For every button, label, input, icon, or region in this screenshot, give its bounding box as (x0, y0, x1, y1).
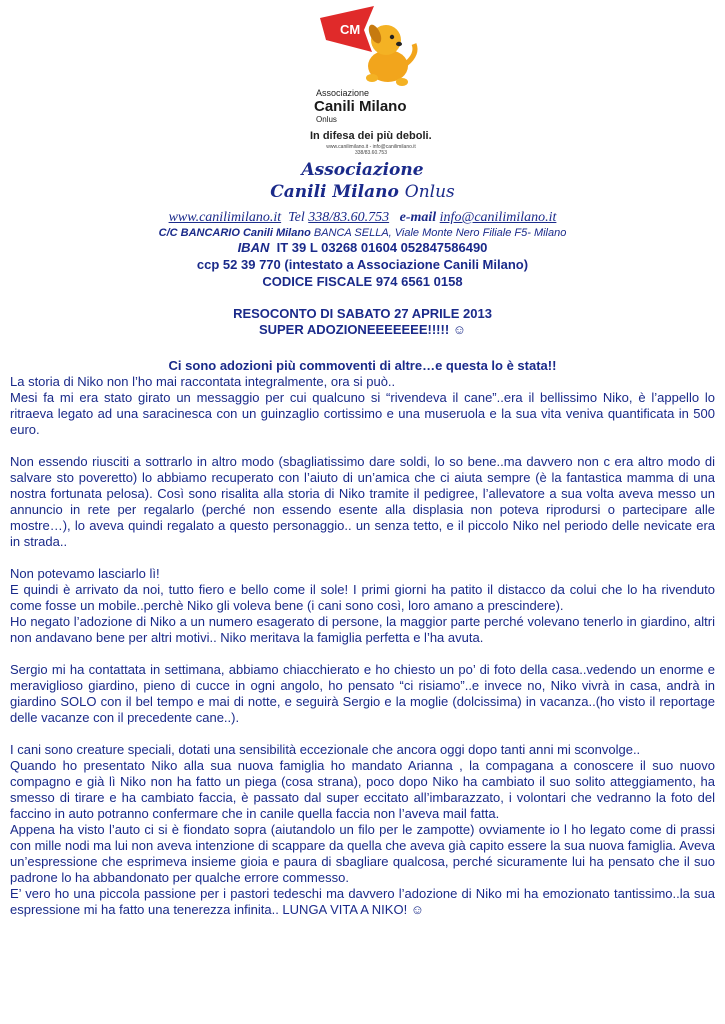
paragraph: Quando ho presentato Niko alla sua nuova famiglia ho mandato Arianna , la compagana a conoscere il suo nuovo compagno e già lì Niko non ha fatto un piega (cosa strana), poco dopo Niko ha cambiato il suo solito atteggiamento, ha smesso di tirare e ha cambiato faccia, è passato dal super eccitato all’imbarazzato, i volontari che vedranno la foto del faccino in auto potranno confermare che in canile quella faccia non l’aveva mail fatta. (10, 758, 715, 821)
website-link[interactable]: www.canilimilano.it (168, 210, 282, 225)
header-title-line2 (0, 182, 725, 202)
logo-name-text: Canili Milano (314, 98, 407, 115)
bank-line (0, 227, 725, 239)
dog-nose-shape (396, 42, 402, 46)
logo-small-line: www.canilimilano.it - info@canilimilano.it (326, 144, 416, 150)
paragraph: Appena ha visto l’auto ci si è fiondato sopra (aiutandolo un filo per le zampotte) ovviamente io l ho legato come di prassi con mille nodi ma lui non aveva intenzione di scappare da quella che aveva già capito essere la sua nuova famiglia. Aveva un’espressione che esprimeva insieme gioia e paura di sbagliare qualcosa, perché sicuramente lui ha pensato che il suo padrone lo ha abbandonato per qualche errore commesso. (10, 822, 715, 885)
email-label: e-mail (399, 210, 437, 225)
paragraph: Non essendo riusciti a sottrarlo in altro modo (sbagliatissimo dare soldi, lo so bene..ma davvero non c era altro modo di salvare sto poveretto) lo abbiamo recuperato con l’aiuto di un’amica che ci aiuta sempre (è la fantastica mamma di una nostra fortunata pelosa). Così sono risalita alla storia di Niko tramite il pedigree, l’allevatore a sua volta aveva messo un annuncio in rete per regalarlo (perché non essendo esente alla displasia non poteva riprodursi o partecipare alle mostre…), lo aveva quindi regalato a questo personaggio.. un senza tetto, e il piccolo Niko nel periodo delle nevicate era in strada.. (10, 454, 715, 549)
paragraph: Sergio mi ha contattata in settimana, abbiamo chiacchierato e ho chiesto un po’ di foto della casa..vedendo un enorme e meraviglioso giardino, pieno di cucce in ogni angolo, ho pensato “ci risiamo”..e invece no, Niko vivrà in casa, andrà in giardino SOLO con il bel tempo e mai di notte, e seguirà Sergio e la moglie (dolcissima) in vacanza..(ho visto il reportage delle vacanze con il precedente cane..). (10, 662, 715, 725)
report-intro: Ci sono adozioni più commoventi di altre…e questa lo è stata!! (168, 358, 557, 373)
contact-line (0, 210, 725, 226)
report-body (10, 374, 715, 918)
paragraph: Non potevamo lasciarlo lì! (10, 566, 160, 581)
paragraph: E quindi è arrivato da noi, tutto fiero e bello come il sole! I primi giorni ha patito il distacco da colui che lo ha rivenduto come fosse un mobile..perchè Niko gli voleva bene (i cani sono così, loro amano a prescindere). (10, 582, 715, 613)
iban-label: IBAN (237, 240, 270, 255)
ccp-line: ccp 52 39 770 (intestato a Associazione Canili Milano) (196, 257, 529, 272)
email-link[interactable]: info@canilimilano.it (439, 210, 557, 225)
logo-tagline: In difesa dei più deboli. (310, 130, 432, 142)
bank-detail: BANCA SELLA, Viale Monte Nero Filiale F5- Milano (313, 227, 567, 239)
dog-eye-shape (390, 35, 394, 39)
association-logo (302, 4, 432, 160)
iban-value: IT 39 L 03268 01604 052847586490 (276, 240, 488, 255)
report-title: RESOCONTO DI SABATO 27 APRILE 2013 (233, 306, 492, 321)
header-title-line1: Associazione (301, 160, 424, 180)
bank-label: C/C BANCARIO Canili Milano (158, 227, 311, 239)
dog-paw-shape-2 (396, 78, 408, 86)
report-subtitle: SUPER ADOZIONEEEEEEE!!!!! ☺ (258, 322, 467, 337)
paragraph: I cani sono creature speciali, dotati una sensibilità eccezionale che ancora oggi dopo tanti anni mi sconvolge.. (10, 742, 641, 757)
paragraph: E’ vero ho una piccola passione per i pastori tedeschi ma davvero l’adozione di Niko mi ha emozionato tantissimo..la sua espressione mi ha fatto una tenerezza infinita.. LUNGA VITA A NIKO! ☺ (10, 886, 715, 917)
logo-association-text: Associazione (316, 88, 370, 98)
tel-number[interactable]: 338/83.60.753 (308, 210, 390, 225)
dog-tail-shape (406, 44, 415, 64)
paragraph: Ho negato l’adozione di Niko a un numero esagerato di persone, la maggior parte perché volevano tenerlo in giardino, altri non andavano bene per altri motivi.. Niko meritava la famiglia perfetta e l’ha avuta. (10, 614, 715, 645)
logo-badge-text: CM (340, 22, 361, 37)
dog-paw-shape (366, 74, 378, 82)
tel-label: Tel (288, 210, 305, 225)
logo-onlus-text: Onlus (316, 115, 337, 124)
header-title-name: Canili Milano (270, 182, 399, 202)
logo-graphic (302, 4, 432, 94)
logo-small-line: 338/83.60.753 (355, 150, 387, 156)
logo-small-print (316, 144, 426, 156)
paragraph: La storia di Niko non l’ho mai raccontata integralmente, ora si può.. (10, 374, 396, 389)
codice-fiscale-line: CODICE FISCALE 974 6561 0158 (262, 274, 463, 289)
header-title-onlus: Onlus (404, 182, 455, 202)
paragraph: Mesi fa mi era stato girato un messaggio per cui qualcuno si “rivendeva il cane”..era il bellissimo Niko, è l’appello lo ritraeva legato ad una saracinesca con un guinzaglio cortissimo e una museruola e la sua vita veniva quantificata in 500 euro. (10, 390, 715, 437)
iban-line (0, 240, 725, 255)
